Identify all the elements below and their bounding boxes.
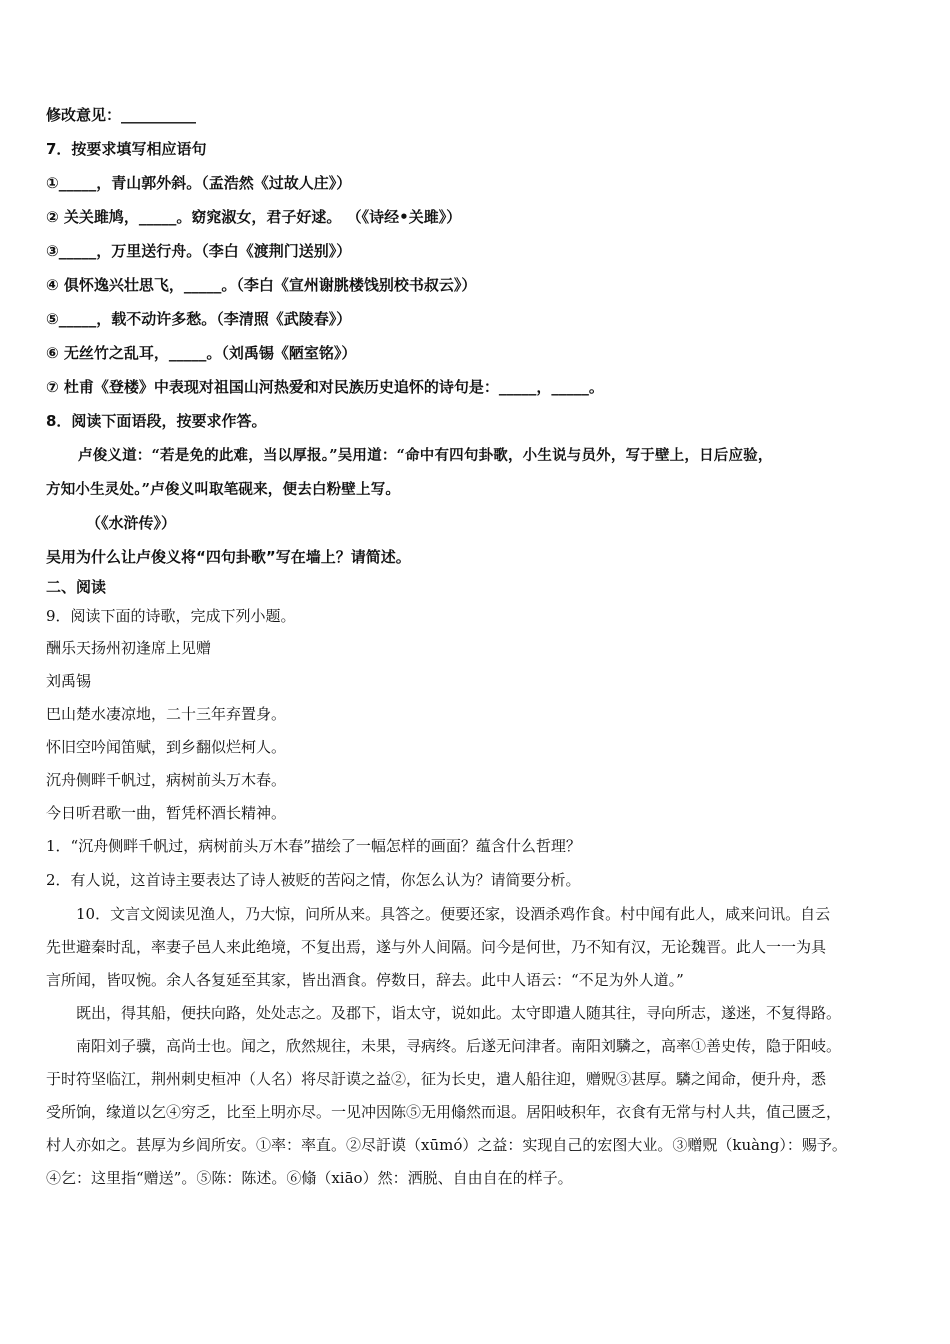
- q7-item-7: ⑦ 杜甫《登楼》中表现对祖国山河热爱和对民族历史追怀的诗句是：_____，_____。: [46, 378, 604, 396]
- q9-poem-title: 酬乐天扬州初逢席上见赠: [46, 639, 212, 657]
- q7-item-2: ② 关关雎鸠，_____。窈窕淑女，君子好逑。 （《诗经•关雎》）: [46, 208, 462, 226]
- q10-para3-line-5: ④乞：这里指“赠送”。⑤陈：陈述。⑥翛（xiāo）然：洒脱、自由自在的样子。: [46, 1169, 573, 1187]
- q10-para1-line-1: 10．文言文阅读见渔人，乃大惊，问所从来。具答之。便要还家，设酒杀鸡作食。村中闻有此人，咸来问讯。自云: [76, 905, 831, 923]
- revision-opinion-label: 修改意见：__________: [46, 106, 197, 124]
- q9-poem-line-2: 怀旧空吟闻笛赋，到乡翻似烂柯人。: [46, 738, 287, 756]
- q8-question: 吴用为什么让卢俊义将“四句卦歌”写在墙上？请简述。: [46, 548, 411, 566]
- q7-item-5: ⑤_____，载不动许多愁。（李清照《武陵春》）: [46, 310, 352, 328]
- q7-item-4: ④ 俱怀逸兴壮思飞，_____。（李白《宣州谢朓楼饯别校书叔云》）: [46, 276, 477, 294]
- q10-para2: 既出，得其船，便扶向路，处处志之。及郡下，诣太守，说如此。太守即遣人随其往，寻向所志，遂迷，不复得路。: [76, 1004, 842, 1022]
- q8-source: （《水浒传》）: [86, 514, 177, 532]
- q7-title: 7．按要求填写相应语句: [46, 140, 207, 158]
- q8-passage-line-2: 方知小生灵处。”卢俊义叫取笔砚来，便去白粉壁上写。: [46, 481, 401, 498]
- q8-passage-line-1: 卢俊义道：“若是免的此难，当以厚报。”吴用道：“命中有四句卦歌，小生说与员外，写于壁上，日后应验，: [78, 447, 773, 464]
- q7-item-6: ⑥ 无丝竹之乱耳，_____。（刘禹锡《陋室铭》）: [46, 344, 357, 362]
- q9-poem-author: 刘禹锡: [46, 672, 92, 690]
- q8-title: 8．阅读下面语段，按要求作答。: [46, 412, 267, 430]
- q7-item-1: ①_____，青山郭外斜。（孟浩然《过故人庄》）: [46, 174, 352, 192]
- document-page: [46, 98, 916, 1195]
- q10-para3-line-2: 于时符坚临江，荆州刺史桓冲（人名）将尽訏谟之益②，征为长史，遣人船往迎，赠贶③甚厚。驎之闻命，便升舟，悉: [46, 1070, 827, 1088]
- q10-para3-line-4: 村人亦如之。甚厚为乡闾所安。①率：率直。②尽訏谟（xūmó）之益：实现自己的宏图大业。③赠贶（kuàng）：赐予。: [46, 1136, 847, 1154]
- q9-poem-line-1: 巴山楚水凄凉地，二十三年弃置身。: [46, 705, 287, 723]
- q9-poem-line-4: 今日听君歌一曲，暂凭杯酒长精神。: [46, 804, 287, 822]
- q9-subquestion-1: 1．“沉舟侧畔千帆过，病树前头万木春”描绘了一幅怎样的画面？蕴含什么哲理？: [46, 837, 581, 855]
- q9-title: 9．阅读下面的诗歌，完成下列小题。: [46, 607, 296, 625]
- section-heading-reading: 二、阅读: [46, 578, 107, 596]
- q9-subquestion-2: 2．有人说，这首诗主要表达了诗人被贬的苦闷之情，你怎么认为？请简要分析。: [46, 871, 581, 889]
- q10-para3-line-3: 受所饷，缘道以乞④穷乏，比至上明亦尽。一见冲因陈⑤无用翛然而退。居阳岐积年，衣食有无常与村人共，值己匮乏，: [46, 1103, 842, 1121]
- q10-para1-line-3: 言所闻，皆叹惋。余人各复延至其家，皆出酒食。停数日，辞去。此中人语云：“不足为外人道。”: [46, 971, 684, 989]
- q10-para3-line-1: 南阳刘子骥，高尚士也。闻之，欣然规往，未果，寻病终。后遂无问津者。南阳刘驎之，高率①善史传，隐于阳岐。: [76, 1037, 842, 1055]
- q9-poem-line-3: 沉舟侧畔千帆过，病树前头万木春。: [46, 771, 287, 789]
- q10-para1-line-2: 先世避秦时乱，率妻子邑人来此绝境，不复出焉，遂与外人间隔。问今是何世，乃不知有汉，无论魏晋。此人一一为具: [46, 938, 827, 956]
- q7-item-3: ③_____，万里送行舟。（李白《渡荆门送别》）: [46, 242, 352, 260]
